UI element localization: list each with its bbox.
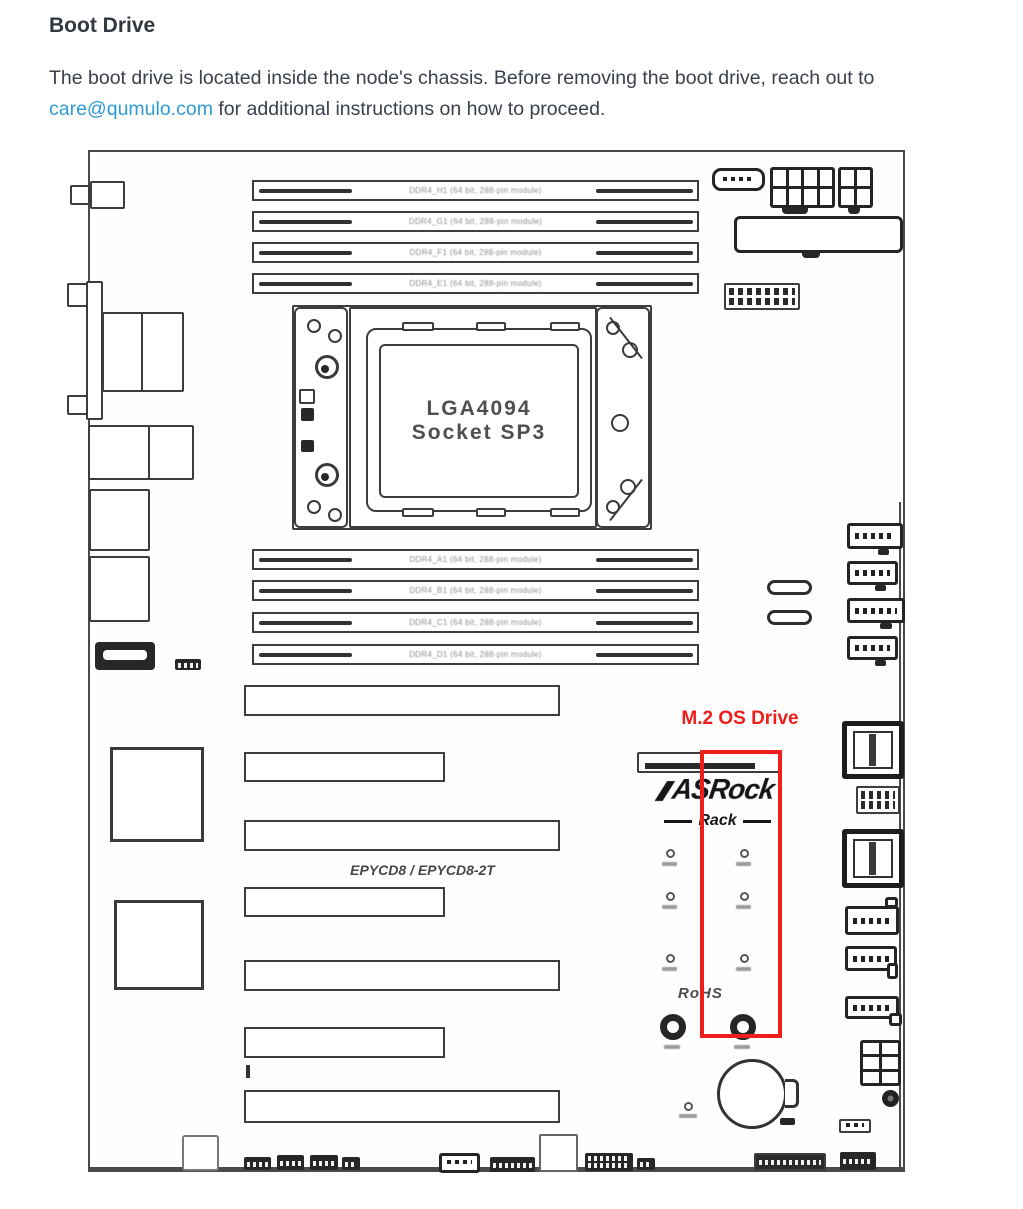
m2-highlight-box (700, 750, 782, 1038)
dimm-latch (596, 282, 693, 286)
lan-port-stack (88, 425, 194, 480)
dom-slot (853, 839, 893, 878)
pcie-slot-short (244, 1027, 445, 1058)
dimm-slot-label: DDR4_C1 (64 bit, 288-pin module) (409, 618, 542, 627)
header-pins-bottom (729, 298, 795, 305)
header-pins-top (861, 791, 895, 799)
jumper-header (839, 1119, 871, 1133)
socket-tab (550, 508, 580, 517)
sata-dom-port (842, 721, 904, 779)
dimm-slot (252, 612, 699, 633)
pcie-slot-long (244, 685, 560, 716)
connector-tab (880, 623, 892, 629)
socket-label-line2: Socket SP3 (411, 421, 547, 444)
usb-pins (447, 1160, 472, 1164)
socket-tab (402, 508, 434, 517)
jumper-pins (640, 1162, 652, 1167)
molex-pins (723, 177, 754, 181)
com-pins (493, 1163, 532, 1168)
heatsink-pad (110, 747, 204, 842)
sata-connector (847, 598, 905, 623)
connector-tab (875, 660, 886, 666)
cpu-socket-frame (292, 305, 652, 530)
front-panel-header (724, 283, 800, 310)
jumper-block (637, 1158, 655, 1170)
connector-tab (878, 549, 889, 555)
retention-block (301, 440, 314, 452)
cmos-battery (717, 1059, 787, 1129)
battery-contact (780, 1118, 795, 1125)
dimm-slot-label: DDR4_E1 (64 bit, 288-pin module) (409, 279, 542, 288)
jumper-pins (345, 1162, 357, 1167)
front-panel-pin-header (754, 1153, 826, 1171)
usb-port-stack (102, 312, 184, 392)
standoff-screw (666, 849, 675, 858)
motherboard-diagram (88, 150, 905, 1172)
standoff-label (662, 967, 677, 971)
sata-slot (103, 650, 147, 660)
connector-pins (855, 570, 890, 576)
tpm-header (585, 1153, 633, 1171)
standoff-label (662, 905, 677, 909)
bottom-jumper-block (244, 1157, 271, 1170)
connector-tab (875, 585, 886, 591)
fan-pins (853, 918, 891, 924)
molex-power-connector (712, 168, 765, 191)
board-model-label: EPYCD8 / EPYCD8-2T (350, 862, 495, 878)
pcie-slot-short (244, 887, 445, 917)
dimm-slot-label: DDR4_D1 (64 bit, 288-pin module) (409, 650, 542, 659)
sata-connector (847, 561, 898, 585)
socket-label-line1: LGA4094 (426, 397, 532, 420)
socket-tab (476, 322, 506, 331)
power-latch-tab (848, 208, 860, 214)
cpu-socket (379, 344, 579, 498)
rohs-label: RoHS (678, 985, 723, 1002)
fan-header-tab (885, 897, 898, 908)
dimm-latch (596, 558, 693, 562)
tpm-pins (588, 1156, 630, 1161)
body-text-after-link: for additional instructions on how to proceed. (212, 98, 606, 120)
pin-header-block (856, 786, 900, 814)
body-text-line1: The boot drive is located inside the node's chassis. Before removing the boot drive, reach out to (49, 67, 875, 89)
rear-io-nub-box (90, 181, 125, 209)
gpu-power-6pin (860, 1040, 901, 1086)
fan-pins (853, 956, 889, 962)
body-paragraph (49, 63, 949, 125)
lan-port-divider (148, 427, 150, 478)
tpm-pins (588, 1163, 630, 1168)
dom-slot (853, 731, 893, 769)
jumper-pins (178, 663, 198, 668)
fan-header (845, 906, 899, 935)
jumper-pins (280, 1161, 301, 1166)
standoff-screw (666, 892, 675, 901)
m2-callout-label: M.2 OS Drive (681, 708, 799, 729)
dimm-slot (252, 644, 699, 665)
retention-clip (321, 365, 329, 373)
retention-tab (299, 389, 315, 404)
jumper-pins (247, 1162, 268, 1167)
standoff-label (734, 1045, 750, 1049)
dimm-latch (596, 189, 693, 193)
pcie-slot-long (244, 960, 560, 991)
dimm-slot (252, 242, 699, 263)
dimm-slot-label: DDR4_G1 (64 bit, 288-pin module) (408, 217, 543, 226)
pcie-slot-long (244, 820, 560, 851)
mount-hole (328, 508, 342, 522)
sata-port (95, 642, 155, 670)
standoff-screw (666, 954, 675, 963)
mounting-standoff (660, 1014, 686, 1040)
dimm-slot-label: DDR4_F1 (64 bit, 288-pin module) (409, 248, 542, 257)
fan-header-tab (887, 963, 898, 979)
header-pins-top (729, 288, 795, 295)
io-port-square-1 (89, 489, 150, 551)
rear-io-nub (70, 185, 90, 205)
retention-block (301, 408, 314, 421)
panel-pins (759, 1160, 821, 1165)
sata-connector (847, 523, 903, 549)
cpu-power-8pin (770, 167, 835, 208)
socket-tab (476, 508, 506, 517)
battery-jumper (684, 1102, 693, 1111)
cpu-power-4pin (838, 167, 873, 208)
header-pins-bottom (861, 801, 895, 809)
dimm-latch (596, 589, 693, 593)
dimm-latch (596, 251, 693, 255)
dimm-slot (252, 549, 699, 570)
m2-standoff-slot (767, 610, 812, 625)
usb-header (439, 1153, 480, 1173)
vga-flange-top (67, 283, 88, 307)
sata-dom-port (842, 829, 904, 888)
mounting-hole-square (539, 1134, 578, 1172)
dimm-slot (252, 580, 699, 601)
connector-pins (855, 608, 897, 614)
io-port-square-2 (89, 556, 150, 622)
asrock-logo-text: ASRock (670, 774, 776, 805)
ipmi-pins (843, 1159, 873, 1164)
dimm-slot (252, 180, 699, 201)
usb-port-divider (141, 314, 143, 390)
fan-pins (853, 1005, 891, 1011)
vga-port (86, 281, 103, 420)
jumper-pins (313, 1161, 335, 1166)
dimm-slot-label: DDR4_B1 (64 bit, 288-pin module) (409, 586, 542, 595)
ipmi-header (840, 1152, 876, 1170)
power-latch-tab (782, 208, 808, 214)
rack-logo-text: Rack (698, 812, 737, 829)
page-title: Boot Drive (49, 14, 156, 37)
dimm-slot-label: DDR4_H1 (64 bit, 288-pin module) (409, 186, 542, 195)
dimm-latch (596, 621, 693, 625)
com-header (490, 1157, 535, 1172)
mount-hole (307, 319, 321, 333)
dimm-latch (596, 220, 693, 224)
socket-nut (611, 414, 629, 432)
dimm-slot-label: DDR4_A1 (64 bit, 288-pin module) (409, 555, 542, 564)
bottom-jumper-block (310, 1155, 338, 1170)
pcie-slot-short (244, 752, 445, 782)
vga-flange-bottom (67, 395, 88, 415)
bottom-jumper-block (277, 1155, 304, 1170)
standoff-label (662, 862, 677, 866)
jumper-pins (846, 1123, 864, 1127)
socket-tab (550, 322, 580, 331)
speaker-buzzer (882, 1090, 899, 1107)
connector-pins (855, 533, 895, 539)
dom-key (869, 842, 876, 875)
m2-standoff-slot (767, 580, 812, 595)
sata-connector (847, 636, 898, 660)
retention-clip (321, 473, 329, 481)
slot-tick (246, 1065, 250, 1078)
fan-header-tab (889, 1013, 902, 1026)
atx-latch-tab (802, 252, 820, 258)
pcie-slot-long (244, 1090, 560, 1123)
dimm-slot (252, 211, 699, 232)
heatsink-pad (114, 900, 204, 990)
dimm-latch (596, 653, 693, 657)
mounting-hole-square (182, 1135, 219, 1171)
dimm-slot (252, 273, 699, 294)
battery-jumper-label (679, 1114, 697, 1118)
jumper-block (175, 659, 201, 670)
socket-tab (402, 322, 434, 331)
dom-key (869, 734, 876, 766)
atx-24pin-connector (734, 216, 903, 253)
logo-dash (664, 820, 692, 823)
mount-hole (307, 500, 321, 514)
battery-clip (785, 1079, 799, 1108)
bottom-jumper-block (342, 1157, 360, 1170)
mount-hole (328, 329, 342, 343)
connector-pins (855, 645, 890, 651)
care-email-link[interactable]: care@qumulo.com (49, 98, 213, 120)
standoff-label (664, 1045, 680, 1049)
